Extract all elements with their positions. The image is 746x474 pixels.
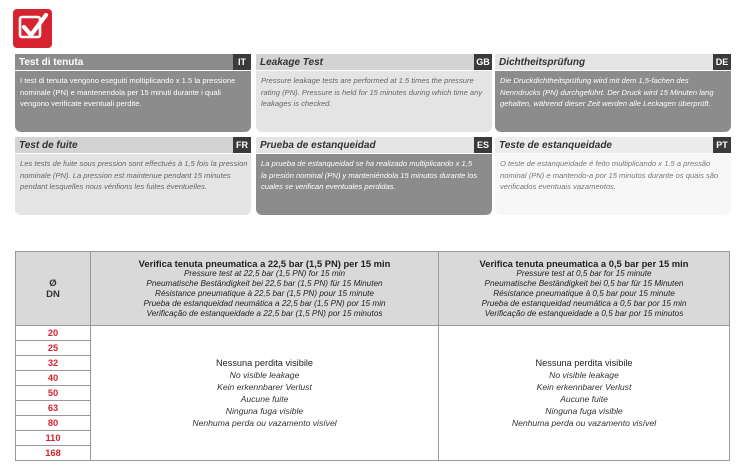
dn-column-header: Ø DN [16, 252, 91, 326]
language-code-badge: ES [474, 137, 492, 153]
column-header-22-5-bar: Verifica tenuta pneumatica a 22,5 bar (1,5 PN) per 15 min Pressure test at 22,5 bar (1,5 PN) for 15 min Pneumatische Beständigkeit bei 22,5 bar (1,5 PN) für 15 Minuten Résistance pneumatique à 22,5 bar (1,5 PN) pour 15 minute Prueba de estanqueidad neumática a 22,5 bar (1,5 PN) por 15 min Verificação de estanqueidade a 22,5 bar (1,5 PN) por 15 minutos [91, 252, 439, 326]
red-checkmark-icon [13, 9, 52, 48]
pressure-test-table [15, 251, 730, 461]
dn-value: 50 [16, 386, 91, 401]
card-title: Test de fuite [19, 140, 78, 151]
card-title: Dichtheitsprüfung [499, 57, 586, 68]
language-code-badge: PT [713, 137, 731, 153]
card-title: Test di tenuta [19, 57, 84, 68]
language-code-badge: GB [474, 54, 492, 70]
card-text: Pressure leakage tests are performed at 1.5 times the pressure rating (PN). Pressure is held for 15 minutes during which time any leakages is checked. [261, 76, 483, 109]
leak-test-card-gb [256, 54, 492, 132]
card-text: O teste de estanqueidade é feito multiplicando x 1.5 a pressão nominal (PN) e mantendo-a por 15 minutos durante os quais são verificados eventuais vazamentos. [500, 159, 719, 192]
leak-test-card-es [256, 137, 492, 215]
dn-value: 32 [16, 356, 91, 371]
card-title: Teste de estanqueidade [499, 140, 612, 151]
leak-test-card-de [495, 54, 731, 132]
column-header-0-5-bar: Verifica tenuta pneumatica a 0,5 bar per 15 min Pressure test at 0,5 bar for 15 minute Pneumatische Beständigkeit bei 0,5 bar für 15 Minuten Résistance pneumatique à 0,5 bar pour 15 minute Prueba de estanqueidad neumática a 0,5 bar por 15 min Verificação de estanqueidade a 0,5 bar por 15 minutos [439, 252, 730, 326]
dn-value: 63 [16, 401, 91, 416]
dn-value: 20 [16, 326, 91, 341]
table-row [16, 326, 730, 341]
leak-test-card-fr [15, 137, 251, 215]
leak-test-card-pt [495, 137, 731, 215]
dn-value: 168 [16, 446, 91, 461]
card-text: La prueba de estanqueidad se ha realizado multiplicando x 1,5 la presión nominal (PN) y manteniéndola 15 minutos durante los cuales se verifican eventuales perdidas. [261, 159, 478, 192]
card-title: Prueba de estanqueidad [260, 140, 376, 151]
card-text: Die Druckdichtheitsprüfung wird mit dem 1,5-fachen des Nenndrucks (PN) durchgeführt. Der Druck wird 15 Minuten lang gehalten, während dieser Zeit werden alle Leckagen überprüft. [500, 76, 714, 109]
result-cell-22-5-bar: Nessuna perdita visibile No visible leakage Kein erkennbarer Verlust Aucune fuite Ninguna fuga visible Nenhuma perda ou vazamento visível [91, 326, 439, 461]
dn-value: 40 [16, 371, 91, 386]
leak-test-card-it [15, 54, 251, 132]
dn-value: 80 [16, 416, 91, 431]
card-title: Leakage Test [260, 57, 323, 68]
language-code-badge: IT [233, 54, 251, 70]
dn-value: 25 [16, 341, 91, 356]
card-text: Les tests de fuite sous pression sont effectués à 1,5 fois la pression nominale (PN). La pression est maintenue pendant 15 minutes pendant lesquelles nous vérifions les fuites éventuelles. [20, 159, 248, 192]
dn-value: 110 [16, 431, 91, 446]
card-text: I test di tenuta vengono eseguiti moltiplicando x 1.5 la pressione nominale (PN) e mantenendola per 15 minuti durante i quali vengono verificate eventuali perdite. [20, 76, 236, 109]
language-code-badge: FR [233, 137, 251, 153]
result-cell-0-5-bar: Nessuna perdita visibile No visible leakage Kein erkennbarer Verlust Aucune fuite Ninguna fuga visible Nenhuma perda ou vazamento visível [439, 326, 730, 461]
language-code-badge: DE [713, 54, 731, 70]
